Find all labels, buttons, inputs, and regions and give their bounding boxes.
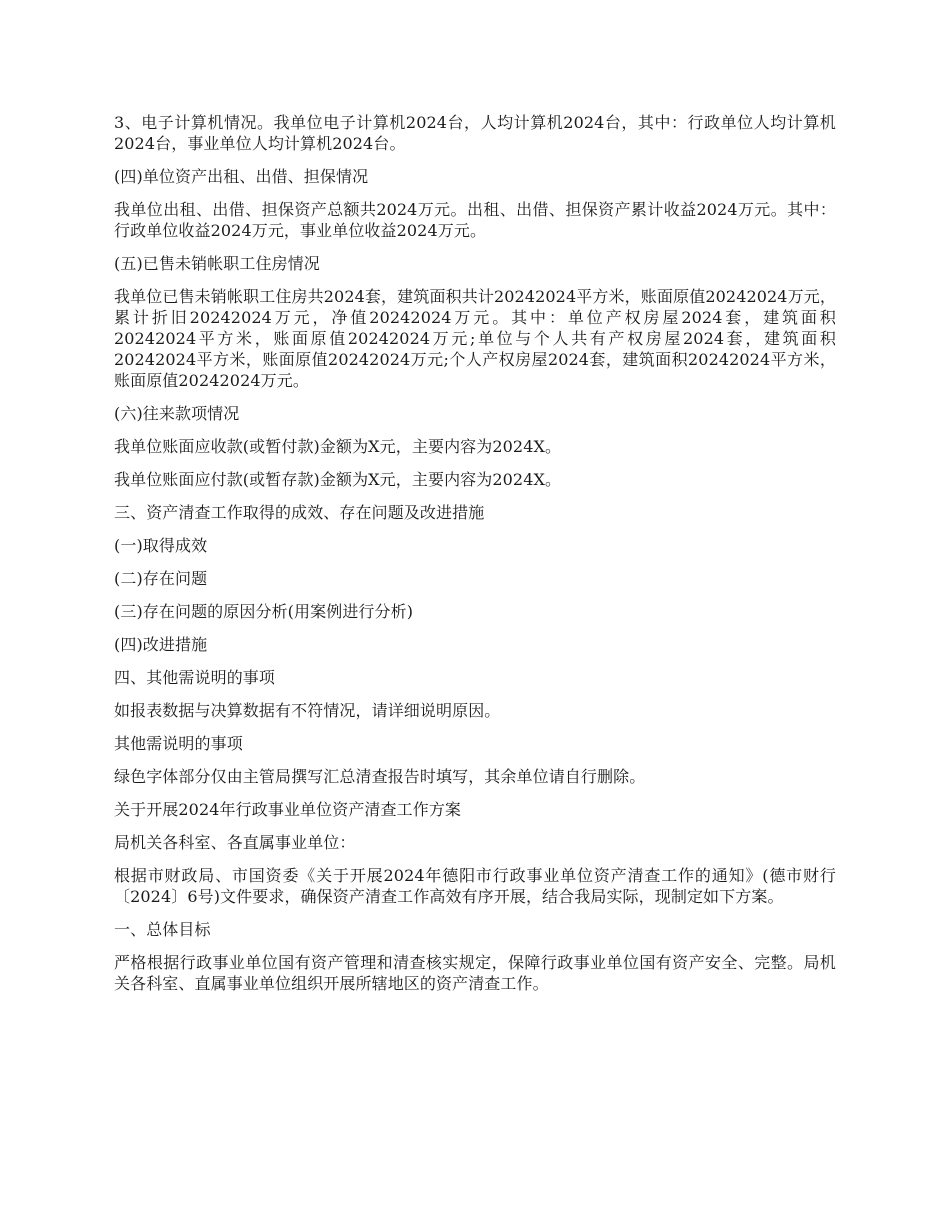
paragraph-payables: 我单位账面应付款(或暂存款)金额为X元，主要内容为2024X。 [114,470,562,489]
paragraph-staff-housing: 我单位已售未销帐职工住房共2024套，建筑面积共计20242024平方米，账面原值20242024万元，累计折旧20242024万元，净值20242024万元。其中：单位产权房屋2024套，建筑面积20242024平方米，账面原值20242024万元;单位与个人共有产权房屋2024套，建筑面积20242024平方米，账面原值20242024万元;个人产权房屋2024套，建筑面积20242024平方米，账面原值20242024万元。 [114,287,836,390]
heading-overall-goal: 一、总体目标 [114,920,211,939]
paragraph-addressees: 局机关各科室、各直属事业单位： [114,833,356,852]
paragraph-overall-goal: 严格根据行政事业单位国有资产管理和清查核实规定，保障行政事业单位国有资产安全、完整。局机关各科室、直属事业单位组织开展所辖地区的资产清查工作。 [114,953,836,993]
heading-section-three: 三、资产清查工作取得的成效、存在问题及改进措施 [114,503,485,522]
heading-section-four: 四、其他需说明的事项 [114,668,276,687]
paragraph-receivables: 我单位账面应收款(或暂付款)金额为X元，主要内容为2024X。 [114,437,562,456]
paragraph-computers: 3、电子计算机情况。我单位电子计算机2024台，人均计算机2024台，其中：行政单位人均计算机2024台，事业单位人均计算机2024台。 [114,113,836,153]
subheading-improvements: (四)改进措施 [114,635,208,654]
heading-accounts: (六)往来款项情况 [114,404,240,423]
heading-work-plan-title: 关于开展2024年行政事业单位资产清查工作方案 [114,800,462,819]
heading-staff-housing: (五)已售未销帐职工住房情况 [114,254,320,273]
heading-other-matters: 其他需说明的事项 [114,734,243,753]
paragraph-rent-lend-guarantee: 我单位出租、出借、担保资产总额共2024万元。出租、出借、担保资产累计收益2024万元。其中：行政单位收益2024万元，事业单位收益2024万元。 [114,200,836,240]
subheading-achievements: (一)取得成效 [114,536,208,555]
paragraph-data-mismatch: 如报表数据与决算数据有不符情况，请详细说明原因。 [114,701,501,720]
subheading-cause-analysis: (三)存在问题的原因分析(用案例进行分析) [114,602,414,621]
heading-rent-lend-guarantee: (四)单位资产出租、出借、担保情况 [114,167,369,186]
paragraph-basis: 根据市财政局、市国资委《关于开展2024年德阳市行政事业单位资产清查工作的通知》(德市财行〔2024〕6号)文件要求，确保资产清查工作高效有序开展，结合我局实际，现制定如下方案。 [114,866,836,906]
paragraph-green-text-note: 绿色字体部分仅由主管局撰写汇总清查报告时填写，其余单位请自行删除。 [114,767,646,786]
subheading-problems: (二)存在问题 [114,569,208,588]
